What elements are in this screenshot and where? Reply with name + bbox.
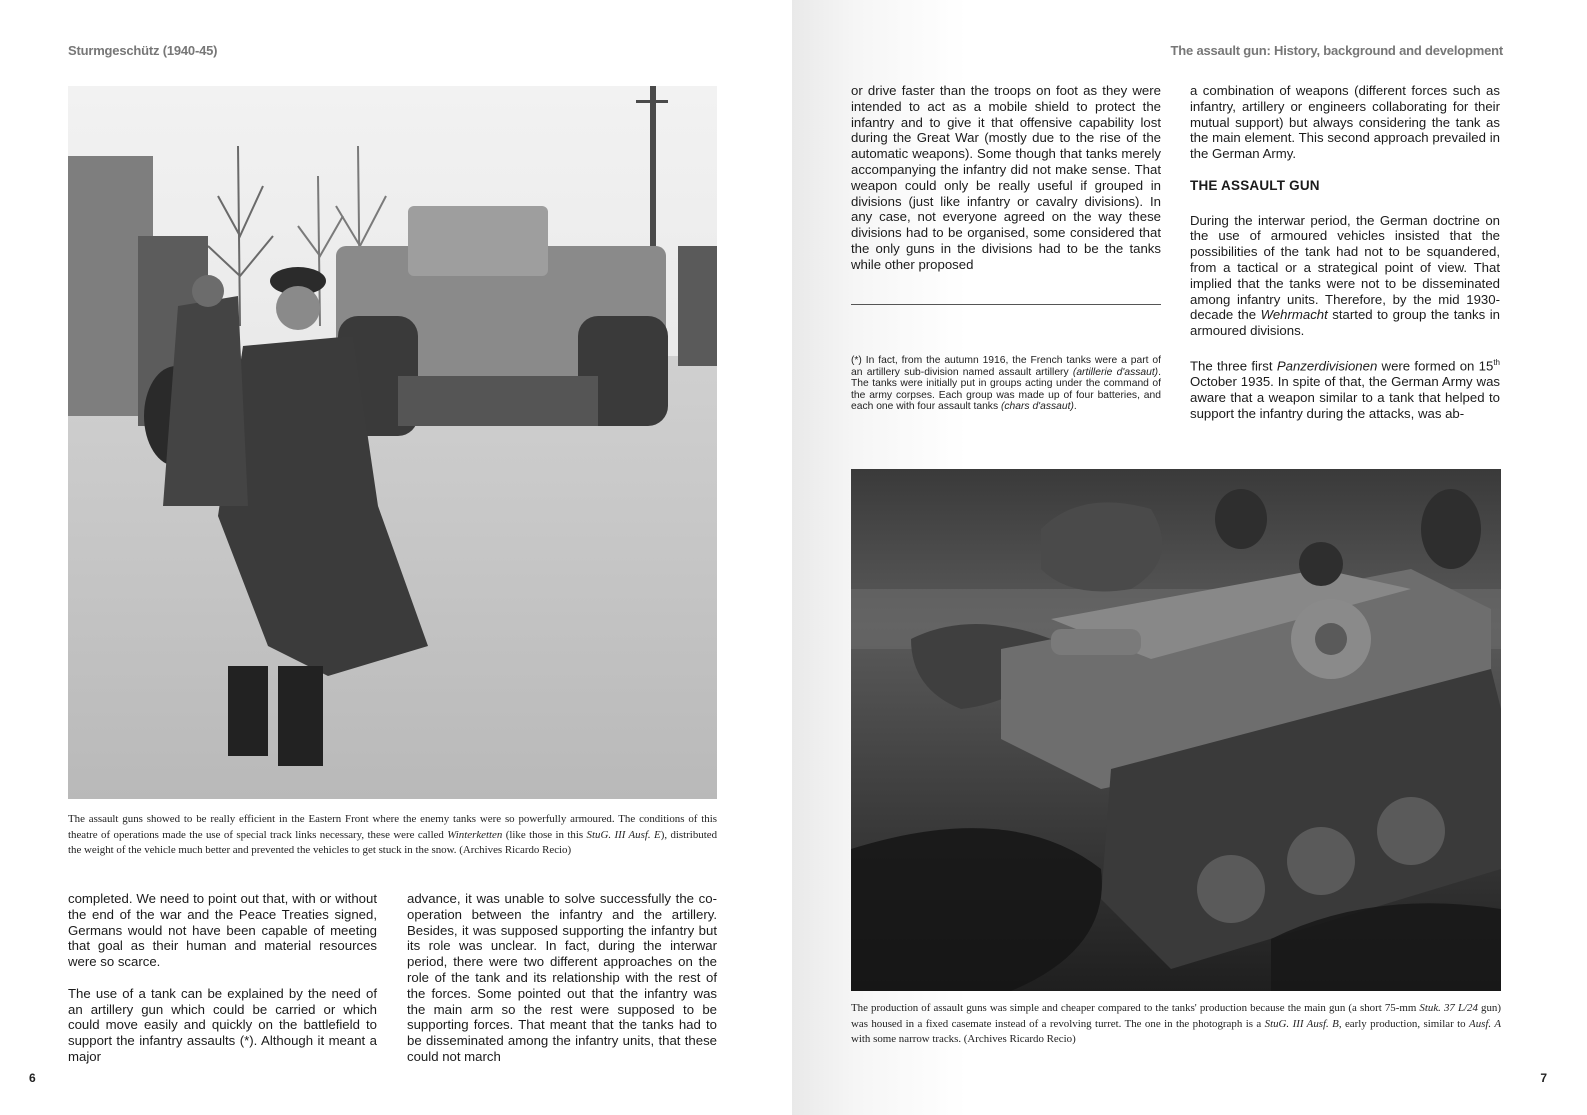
right-page: [792, 0, 1587, 1115]
running-head-right: The assault gun: History, background and development: [1170, 43, 1503, 58]
caption-text: The assault guns showed to be really efficient in the Eastern Front where the enemy tanks were so powerfully armoured. The conditions of this theatre of operations made the use of special track links necessary, these were called: [68, 813, 717, 841]
photo-winter-eastern-front: [68, 86, 717, 799]
body-paragraph: The three first Panzerdivisionen were formed on 15th October 1935. In spite of that, the German Army was aware that a weapon similar to a tank that helped to support the infantry during the attacks, was ab-: [1190, 357, 1500, 421]
caption-emphasis: Ausf. A: [1469, 1017, 1502, 1030]
caption-emphasis: StuG. III Ausf. B: [1264, 1017, 1339, 1030]
footnote: [851, 355, 1161, 413]
footnote-emphasis: (artillerie d'assaut): [1072, 366, 1159, 378]
caption-text: with some narrow tracks. (Archives Ricardo Recio): [851, 1033, 1076, 1045]
photo-caption-left: [68, 812, 717, 859]
photo-caption-right: [851, 1001, 1501, 1048]
caption-emphasis: Winterketten: [447, 828, 503, 841]
right-body-column-1: [851, 83, 1161, 273]
body-paragraph: completed. We need to point out that, with or without the end of the war and the Peace Treaties signed, Germans would not have been capable of meeting that goal as their human and material resources were so scarce.: [68, 891, 377, 970]
footnote-emphasis: (chars d'assaut): [1000, 401, 1074, 413]
page-number-left: 6: [29, 1071, 36, 1085]
caption-text: ), distributed the weight of the vehicle much better and prevented the vehicles to get stuck in the snow. (Archives Ricardo Recio): [68, 828, 718, 856]
body-paragraph: or drive faster than the troops on foot as they were intended to act as a mobile shield to protect the infantry and to give it that offensive capability lost during the Great War (mostly due to the rise of the automatic weapons). Some though that tanks merely accompanying the infantry did not make sense. That weapon could only be really useful if grouped in divisions (just like infantry or cavalry divisions). In any case, not everyone agreed on the way these divisions had to be organised, some considered that the only guns in the divisions had to be the tanks while other proposed: [851, 83, 1161, 272]
caption-emphasis: StuG. III Ausf. E: [586, 828, 661, 841]
body-paragraph: During the interwar period, the German doctrine on the use of armoured vehicles insisted that the possibilities of the tank had not to be squandered, from a tactical or a strategical point of view. That implied that the tanks were not to be disseminated among infantry units. Therefore, by the mid 1930-decade the Wehrmacht started to group the tanks in armoured divisions.: [1190, 212, 1500, 339]
body-paragraph: a combination of weapons (different forces such as infantry, artillery or engineers collaborating for their mutual support) but always considering the tank as the main element. This second approach prevailed in the German Army.: [1190, 83, 1500, 162]
caption-emphasis: Stuk. 37 L/24: [1419, 1002, 1478, 1014]
body-paragraph: advance, it was unable to solve successfully the co-operation between the infantry and the artillery. Besides, it was supposed supporting the infantry but its role was unclear. In fact, during the interwar period, there were two different approaches on the role of the tank and its relationship with the rest of the forces. Some pointed out that the infantry was the main arm so the rest were supposed to be supporting forces. That meant that the tanks had to be disseminated among the infantry units, that these could not march: [407, 891, 717, 1064]
page-number-right: 7: [1540, 1071, 1547, 1085]
left-body-column-2: [407, 891, 717, 1065]
caption-text: (like those in this: [502, 828, 587, 841]
left-page: [0, 0, 792, 1115]
ordinal-superscript: th: [1493, 357, 1500, 367]
body-emphasis: Wehrmacht: [1260, 307, 1328, 323]
caption-text: , early production, similar to: [1338, 1017, 1470, 1030]
footnote-text: .: [1073, 401, 1077, 413]
right-body-column-2: [1190, 83, 1500, 421]
footnote-rule: [851, 304, 1161, 305]
left-body-column-1: [68, 891, 377, 1065]
footnote-text: (*) In fact, from the autumn 1916, the French tanks were a part of an artillery sub-division named assault artillery: [851, 355, 1161, 378]
caption-text: gun) was housed in a fixed casemate instead of a revolving turret. The one in the photograph is a: [851, 1002, 1501, 1030]
footnote-text: . The tanks were initially put in groups acting under the command of the army corpses. Each group was made up of four batteries, and each one with four assault tanks: [851, 366, 1161, 413]
section-heading: THE ASSAULT GUN: [1190, 177, 1320, 193]
running-head-left: Sturmgeschütz (1940-45): [68, 43, 218, 58]
caption-text: The production of assault guns was simple and cheaper compared to the tanks' production because the main gun (a short 75-mm: [851, 1002, 1420, 1014]
photo-stug-iii-ausf-b: [851, 469, 1501, 991]
body-emphasis: Panzerdivisionen: [1276, 358, 1378, 374]
body-paragraph: The use of a tank can be explained by the need of an artillery gun which could be carried or which could move easily and quickly on the battlefield to support the infantry assaults (*). Although it meant a major: [68, 985, 377, 1064]
